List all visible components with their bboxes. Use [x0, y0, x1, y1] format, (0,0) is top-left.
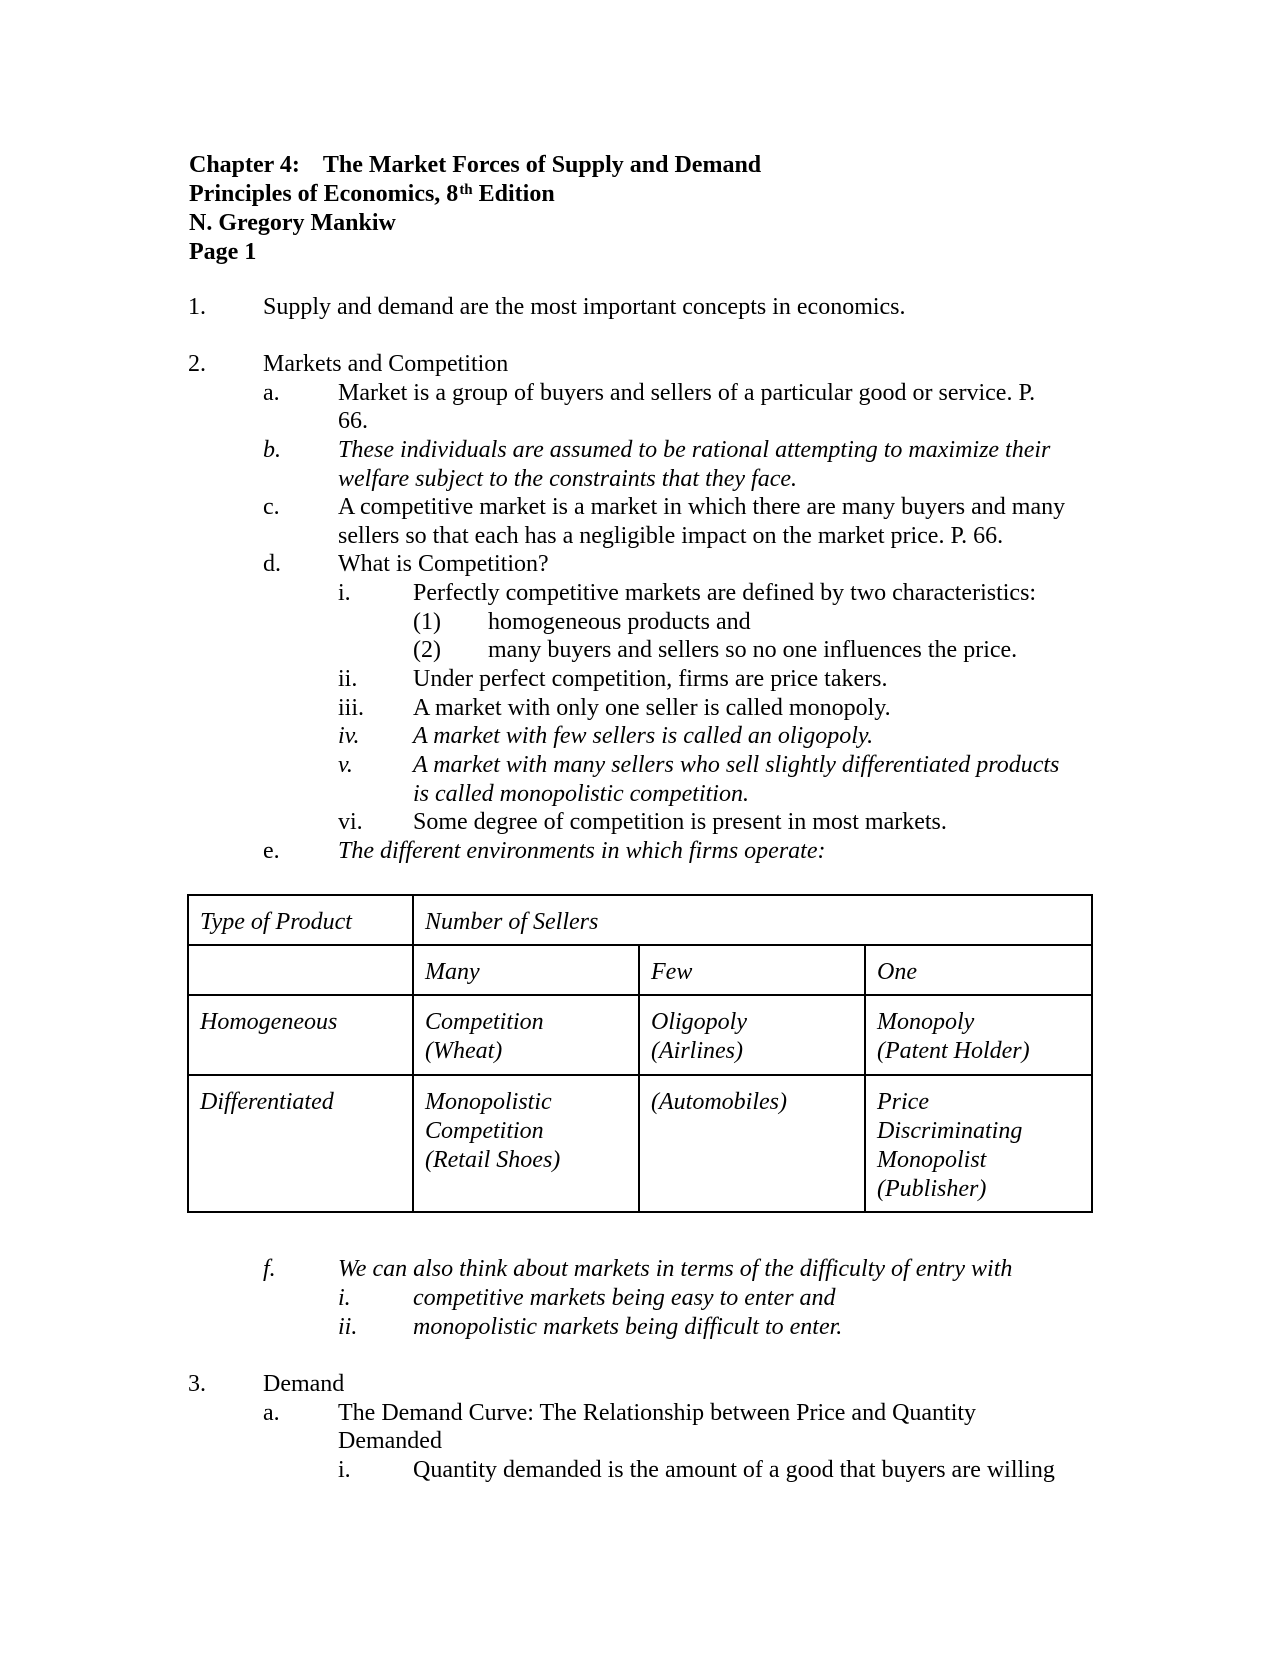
page-label: Page 1 — [189, 239, 257, 265]
outline-text: These individuals are assumed to be rational attempting to maximize their — [338, 437, 1051, 463]
outline-roman: i. — [338, 1285, 351, 1311]
outline-paren: (1) — [413, 609, 441, 635]
outline-letter: e. — [263, 838, 280, 864]
outline-text: Quantity demanded is the amount of a good that buyers are willing — [413, 1457, 1055, 1483]
outline-roman: iii. — [338, 695, 365, 721]
table-cell: Price Discriminating Monopolist (Publisher) — [865, 1075, 1092, 1212]
outline-text: competitive markets being easy to enter and — [413, 1285, 836, 1311]
chapter-label: Chapter 4: — [189, 152, 300, 178]
table-row — [188, 1075, 1092, 1212]
outline-text: 66. — [338, 408, 368, 434]
table-header-few: Few — [639, 945, 865, 995]
outline-letter: b. — [263, 437, 281, 463]
outline-text: is called monopolistic competition. — [413, 781, 749, 807]
outline-text: The different environments in which firms operate: — [338, 838, 826, 864]
table-row-label: Homogeneous — [188, 995, 413, 1075]
outline-text: Supply and demand are the most important concepts in economics. — [263, 294, 906, 320]
outline-number: 3. — [188, 1371, 206, 1397]
table-cell: Oligopoly (Airlines) — [639, 995, 865, 1075]
outline-number: 1. — [188, 294, 206, 320]
outline-text: welfare subject to the constraints that they face. — [338, 466, 798, 492]
table-cell: Monopoly (Patent Holder) — [865, 995, 1092, 1075]
edition-superscript: th — [459, 182, 473, 198]
chapter-heading — [189, 151, 761, 180]
outline-letter: a. — [263, 1400, 280, 1426]
outline-text: many buyers and sellers so no one influences the price. — [488, 637, 1018, 663]
outline-text: What is Competition? — [338, 551, 549, 577]
outline-text: Markets and Competition — [263, 351, 509, 377]
outline-text: Perfectly competitive markets are defined by two characteristics: — [413, 580, 1037, 606]
outline-text: A competitive market is a market in which there are many buyers and many — [338, 494, 1066, 520]
table-header-sellers: Number of Sellers — [413, 895, 1092, 945]
outline-text: monopolistic markets being difficult to enter. — [413, 1314, 843, 1340]
table-header-type: Type of Product — [188, 895, 413, 945]
outline-text: A market with many sellers who sell slightly differentiated products — [413, 752, 1060, 778]
table-cell: Competition (Wheat) — [413, 995, 639, 1075]
outline-text: Under perfect competition, firms are price takers. — [413, 666, 888, 692]
table-header-many: Many — [413, 945, 639, 995]
table-header-one: One — [865, 945, 1092, 995]
outline-letter: d. — [263, 551, 281, 577]
outline-roman: v. — [338, 752, 353, 778]
outline-text: Market is a group of buyers and sellers of a particular good or service. P. — [338, 380, 1036, 406]
table-cell: Monopolistic Competition (Retail Shoes) — [413, 1075, 639, 1212]
book-title: Principles of Economics, 8th Edition — [189, 181, 555, 207]
outline-number: 2. — [188, 351, 206, 377]
chapter-title: The Market Forces of Supply and Demand — [322, 152, 762, 178]
outline-text: A market with few sellers is called an oligopoly. — [413, 723, 874, 749]
table-row-label: Differentiated — [188, 1075, 413, 1212]
outline-paren: (2) — [413, 637, 441, 663]
market-structure-table — [187, 894, 1093, 1213]
outline-text: Demand — [263, 1371, 345, 1397]
outline-roman: i. — [338, 1457, 351, 1483]
outline-text: Demanded — [338, 1428, 442, 1454]
table-row — [188, 945, 1092, 995]
outline-letter: a. — [263, 380, 280, 406]
outline-roman: ii. — [338, 1314, 358, 1340]
table-row — [188, 895, 1092, 945]
author: N. Gregory Mankiw — [189, 210, 396, 236]
outline-text: sellers so that each has a negligible impact on the market price. P. 66. — [338, 523, 1004, 549]
outline-text: The Demand Curve: The Relationship between Price and Quantity — [338, 1400, 977, 1426]
table-cell: (Automobiles) — [639, 1075, 865, 1212]
outline-roman: vi. — [338, 809, 363, 835]
table-row — [188, 995, 1092, 1075]
outline-text: We can also think about markets in terms of the difficulty of entry with — [338, 1256, 1013, 1282]
outline-letter: c. — [263, 494, 280, 520]
outline-roman: ii. — [338, 666, 358, 692]
outline-text: Some degree of competition is present in most markets. — [413, 809, 947, 835]
outline-letter: f. — [263, 1256, 276, 1282]
outline-roman: iv. — [338, 723, 360, 749]
outline-text: homogeneous products and — [488, 609, 751, 635]
outline-text: A market with only one seller is called monopoly. — [413, 695, 891, 721]
table-cell-empty — [188, 945, 413, 995]
outline-roman: i. — [338, 580, 351, 606]
